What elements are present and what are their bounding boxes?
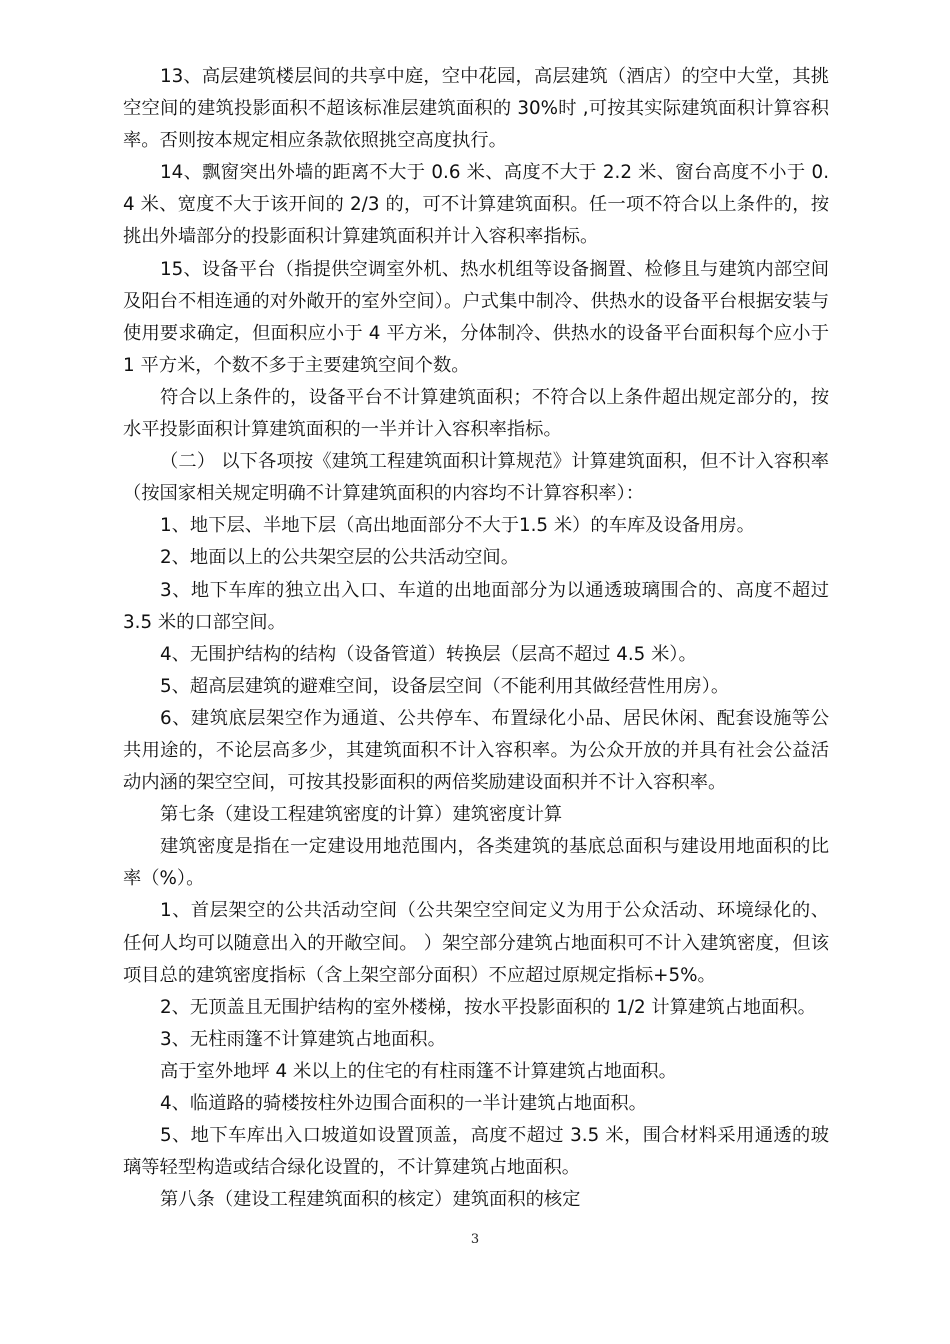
page-number: 3 — [470, 1232, 480, 1247]
paragraph-equipment-platform-conditions: 符合以上条件的，设备平台不计算建筑面积；不符合以上条件超出规定部分的，按水平投影面积计算建筑面积的一半并计入容积率指标。 — [123, 386, 829, 441]
list-item-ground-overhead: 6、建筑底层架空作为通道、公共停车、布置绿化小品、居民休闲、配套设施等公共用途的，不论层高多少，其建筑面积不计入容积率。为公众开放的并具有社会公益活动内涵的架空空间，可按其投影面积的两倍奖励建设面积并不计入容积率。 — [123, 707, 829, 794]
paragraph-item-13-atrium: 13、高层建筑楼层间的共享中庭，空中花园，高层建筑（酒店）的空中大堂，其挑空空间的建筑投影面积不超该标准层建筑面积的 30%时 ,可按其实际建筑面积计算容积率。否则按本规定相应条款依照挑空高度执行。 — [123, 66, 829, 152]
density-item-outdoor-stairs: 2、无顶盖且无围护结构的室外楼梯，按水平投影面积的 1/2 计算建筑占地面积。 — [160, 996, 816, 1018]
list-item-refuge-space: 5、超高层建筑的避难空间，设备层空间（不能利用其做经营性用房）。 — [160, 675, 730, 697]
list-item-garage-entrance: 3、地下车库的独立出入口、车道的出地面部分为以通透玻璃围合的、高度不超过 3.5 米的口部空间。 — [123, 579, 829, 633]
section-heading-part-two: （二） 以下各项按《建筑工程建筑面积计算规范》计算建筑面积，但不计入容积率（按国家相关规定明确不计算建筑面积的内容均不计算容积率）： — [123, 451, 829, 505]
page-body — [123, 61, 829, 1216]
article-eight-heading: 第八条（建设工程建筑面积的核定）建筑面积的核定 — [160, 1189, 581, 1211]
paragraph-item-14-bay-window: 14、飘窗突出外墙的距离不大于 0.6 米、高度不大于 2.2 米、窗台高度不小于 0.4 米、宽度不大于该开间的 2/3 的，可不计算建筑面积。任一项不符合以上条件的，按挑出外墙部分的投影面积计算建筑面积并计入容积率指标。 — [123, 162, 829, 248]
density-item-arcade: 4、临道路的骑楼按柱外边围合面积的一半计建筑占地面积。 — [160, 1093, 647, 1114]
list-item-public-overhead-floor: 2、地面以上的公共架空层的公共活动空间。 — [160, 547, 519, 569]
density-item-first-floor-overhead: 1、首层架空的公共活动空间（公共架空空间定义为用于公众活动、环境绿化的、任何人均可以随意出入的开敞空间。 ）架空部分建筑占地面积可不计入建筑密度，但该项目总的建筑密度指标（含上架空部分面积）不应超过原规定指标+5%。 — [123, 900, 829, 986]
density-item-garage-ramp: 5、地下车库出入口坡道如设置顶盖，高度不超过 3.5 米，围合材料采用通透的玻璃等轻型构造或结合绿化设置的，不计算建筑占地面积。 — [123, 1125, 829, 1179]
article-seven-heading: 第七条（建设工程建筑密度的计算）建筑密度计算 — [160, 804, 563, 826]
building-density-definition: 建筑密度是指在一定建设用地范围内，各类建筑的基底总面积与建设用地面积的比率（%）。 — [123, 836, 829, 890]
density-item-column-canopy: 高于室外地坪 4 米以上的住宅的有柱雨篷不计算建筑占地面积。 — [160, 1060, 677, 1082]
paragraph-item-15-equipment-platform: 15、设备平台（指提供空调室外机、热水机组等设备搁置、检修且与建筑内部空间及阳台不相连通的对外敞开的室外空间）。户式集中制冷、供热水的设备平台根据安装与使用要求确定，但面积应小于 4 平方米，分体制冷、供热水的设备平台面积每个应小于 1 平方米，个数不多于主要建筑空间个数。 — [123, 258, 829, 376]
density-item-canopy: 3、无柱雨篷不计算建筑占地面积。 — [160, 1028, 446, 1050]
list-item-transfer-floor: 4、无围护结构的结构（设备管道）转换层（层高不超过 4.5 米）。 — [160, 643, 697, 665]
list-item-basement-garage: 1、地下层、半地下层（高出地面部分不大于1.5 米）的车库及设备用房。 — [160, 515, 755, 537]
